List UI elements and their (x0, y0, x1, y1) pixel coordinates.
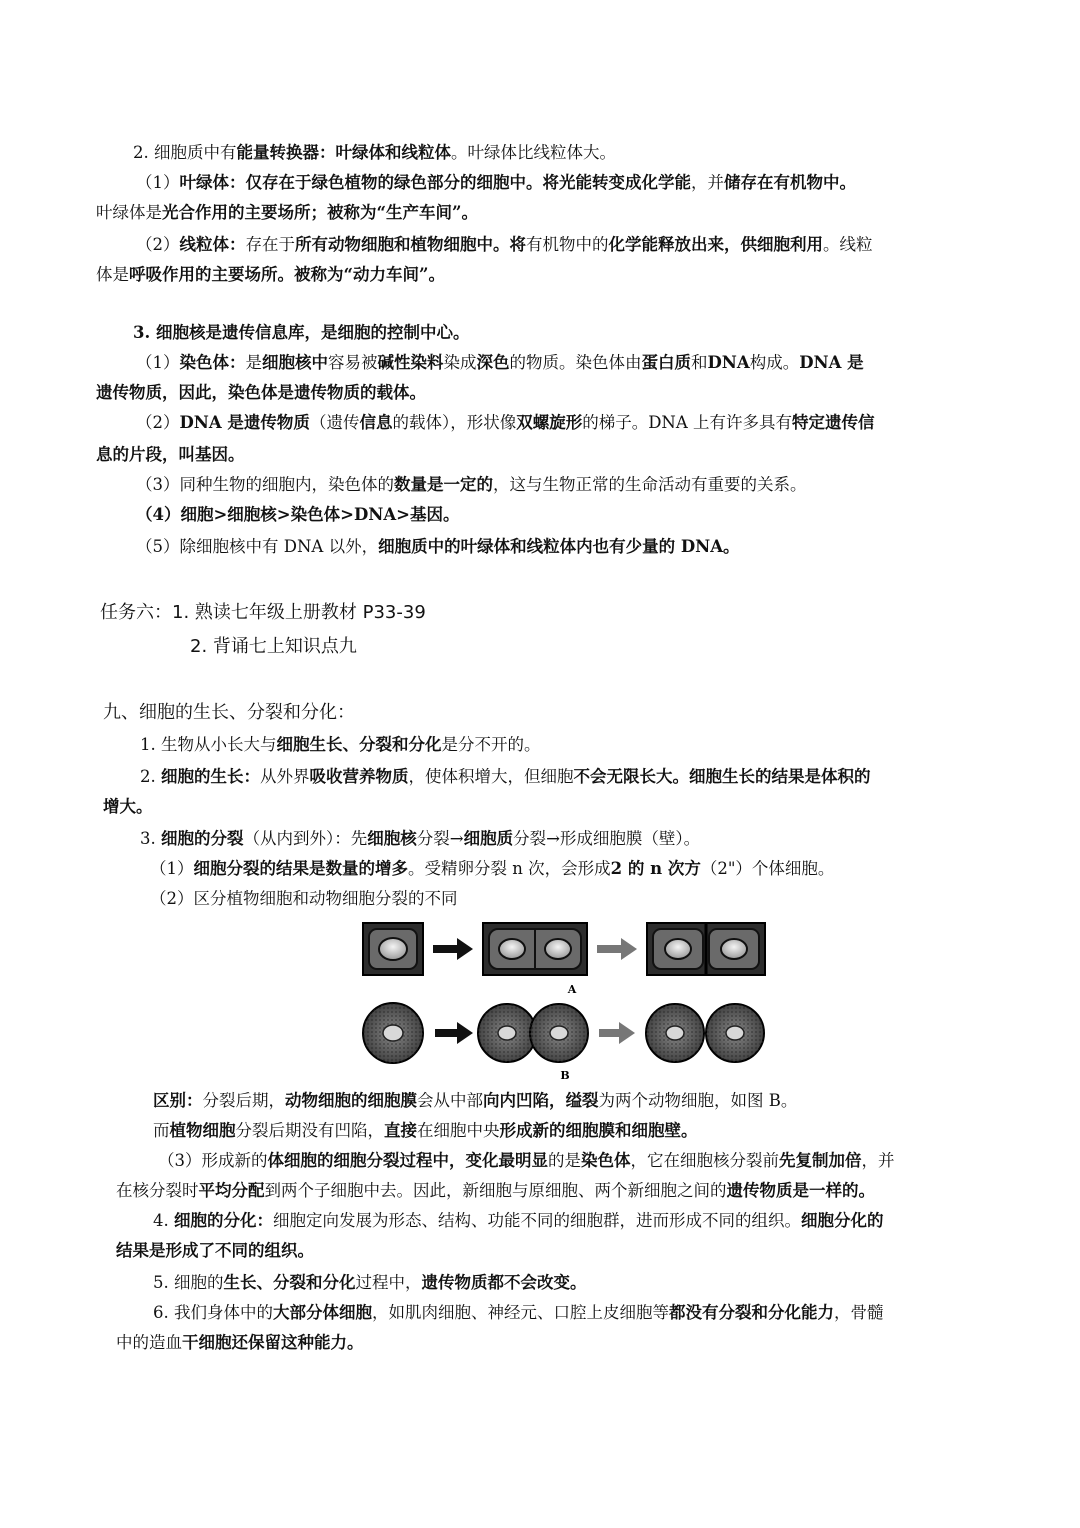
task6-line1: 任务六：1. 熟读七年级上册教材 P33-39 (100, 602, 426, 623)
section9-p3-2: （2）区分植物细胞和动物细胞分裂的不同 (150, 889, 458, 908)
animal-cell-divided (646, 1004, 764, 1062)
section3-heading: 3. 细胞核是遗传信息库，是细胞的控制中心。 (133, 323, 470, 342)
section2-line2: （1）叶绿体：仅存在于绿色植物的绿色部分的细胞中。将光能转变成化学能，并储存在有机物中。 (136, 173, 856, 192)
section3-line7: （4）细胞>细胞核>染色体>DNA>基因。 (136, 505, 460, 524)
section9-p3: 3. 细胞的分裂（从内到外）：先细胞核分裂→细胞质分裂→形成细胞膜（壁）。 (140, 829, 701, 848)
arrow-icon-b2 (599, 1022, 635, 1044)
section9-p6b: 中的造血干细胞还保留这种能力。 (116, 1333, 364, 1352)
section9-p5: 5. 细胞的生长、分裂和分化过程中，遗传物质都不会改变。 (153, 1273, 587, 1292)
section9-p4a: 4. 细胞的分化：细胞定向发展为形态、结构、功能不同的细胞群，进而形成不同的组织。细胞分化的 (153, 1211, 884, 1230)
section9-p2b: 增大。 (103, 797, 153, 816)
arrow-icon-b1 (435, 1022, 473, 1044)
section9-p6a: 6. 我们身体中的大部分体细胞，如肌肉细胞、神经元、口腔上皮细胞等都没有分裂和分化能力，骨髓 (153, 1303, 884, 1322)
figure-label-b: B (560, 1069, 570, 1082)
section3-line6: （3）同种生物的细胞内，染色体的数量是一定的，这与生物正常的生命活动有重要的关系。 (136, 475, 807, 494)
plant-cell-single (363, 923, 423, 975)
section3-line2: （1）染色体：是细胞核中容易被碱性染料染成深色的物质。染色体由蛋白质和DNA构成。DNA 是 (136, 353, 864, 372)
section9-p3-1: （1）细胞分裂的结果是数量的增多。受精卵分裂 n 次，会形成2 的 n 次方（2"）个体细胞。 (150, 859, 835, 878)
arrow-icon-a1 (433, 938, 473, 960)
section2-line5: 体是呼吸作用的主要场所。被称为“动力车间”。 (96, 265, 445, 284)
section3-line8: （5）除细胞核中有 DNA 以外，细胞质中的叶绿体和线粒体内也有少量的 DNA。 (136, 537, 740, 556)
section9-diff2: 而植物细胞分裂后期没有凹陷，直接在细胞中央形成新的细胞膜和细胞壁。 (153, 1121, 698, 1140)
plant-cell-divided (647, 923, 765, 975)
plant-cell-dividing (483, 923, 587, 975)
section3-line4: （2）DNA 是遗传物质（遗传信息的载体），形状像双螺旋形的梯子。DNA 上有许多具有特定遗传信 (136, 413, 875, 432)
section9-p3-3b: 在核分裂时平均分配到两个子细胞中去。因此，新细胞与原细胞、两个新细胞之间的遗传物质是一样的。 (116, 1181, 875, 1200)
section2-line4: （2）线粒体：存在于所有动物细胞和植物细胞中。将有机物中的化学能释放出来，供细胞利用。线粒 (136, 235, 873, 254)
section3-line5: 息的片段，叫基因。 (96, 445, 245, 464)
figure-label-a: A (567, 983, 577, 996)
section9-p3-3a: （3）形成新的体细胞的细胞分裂过程中，变化最明显的是染色体，它在细胞核分裂前先复制加倍，并 (158, 1151, 895, 1170)
section2-line3: 叶绿体是光合作用的主要场所；被称为“生产车间”。 (96, 203, 478, 222)
animal-cell-dividing (478, 1004, 588, 1062)
cell-division-figure (355, 915, 775, 1085)
task6-line2: 2. 背诵七上知识点九 (190, 636, 357, 657)
section9-heading: 九、细胞的生长、分裂和分化： (103, 702, 355, 723)
section9-p1: 1. 生物从小长大与细胞生长、分裂和分化是分不开的。 (140, 735, 541, 754)
arrow-icon-a2 (597, 938, 637, 960)
section2-line1: 2. 细胞质中有能量转换器：叶绿体和线粒体。叶绿体比线粒体大。 (133, 143, 616, 162)
section9-diff1: 区别：分裂后期，动物细胞的细胞膜会从中部向内凹陷，缢裂为两个动物细胞，如图 B。 (153, 1091, 798, 1110)
section9-p2a: 2. 细胞的生长：从外界吸收营养物质，使体积增大，但细胞不会无限长大。细胞生长的结果是体积的 (140, 767, 871, 786)
section9-p4b: 结果是形成了不同的组织。 (116, 1241, 314, 1260)
animal-cell-single (363, 1003, 423, 1063)
section3-line3: 遗传物质，因此，染色体是遗传物质的载体。 (96, 383, 426, 402)
